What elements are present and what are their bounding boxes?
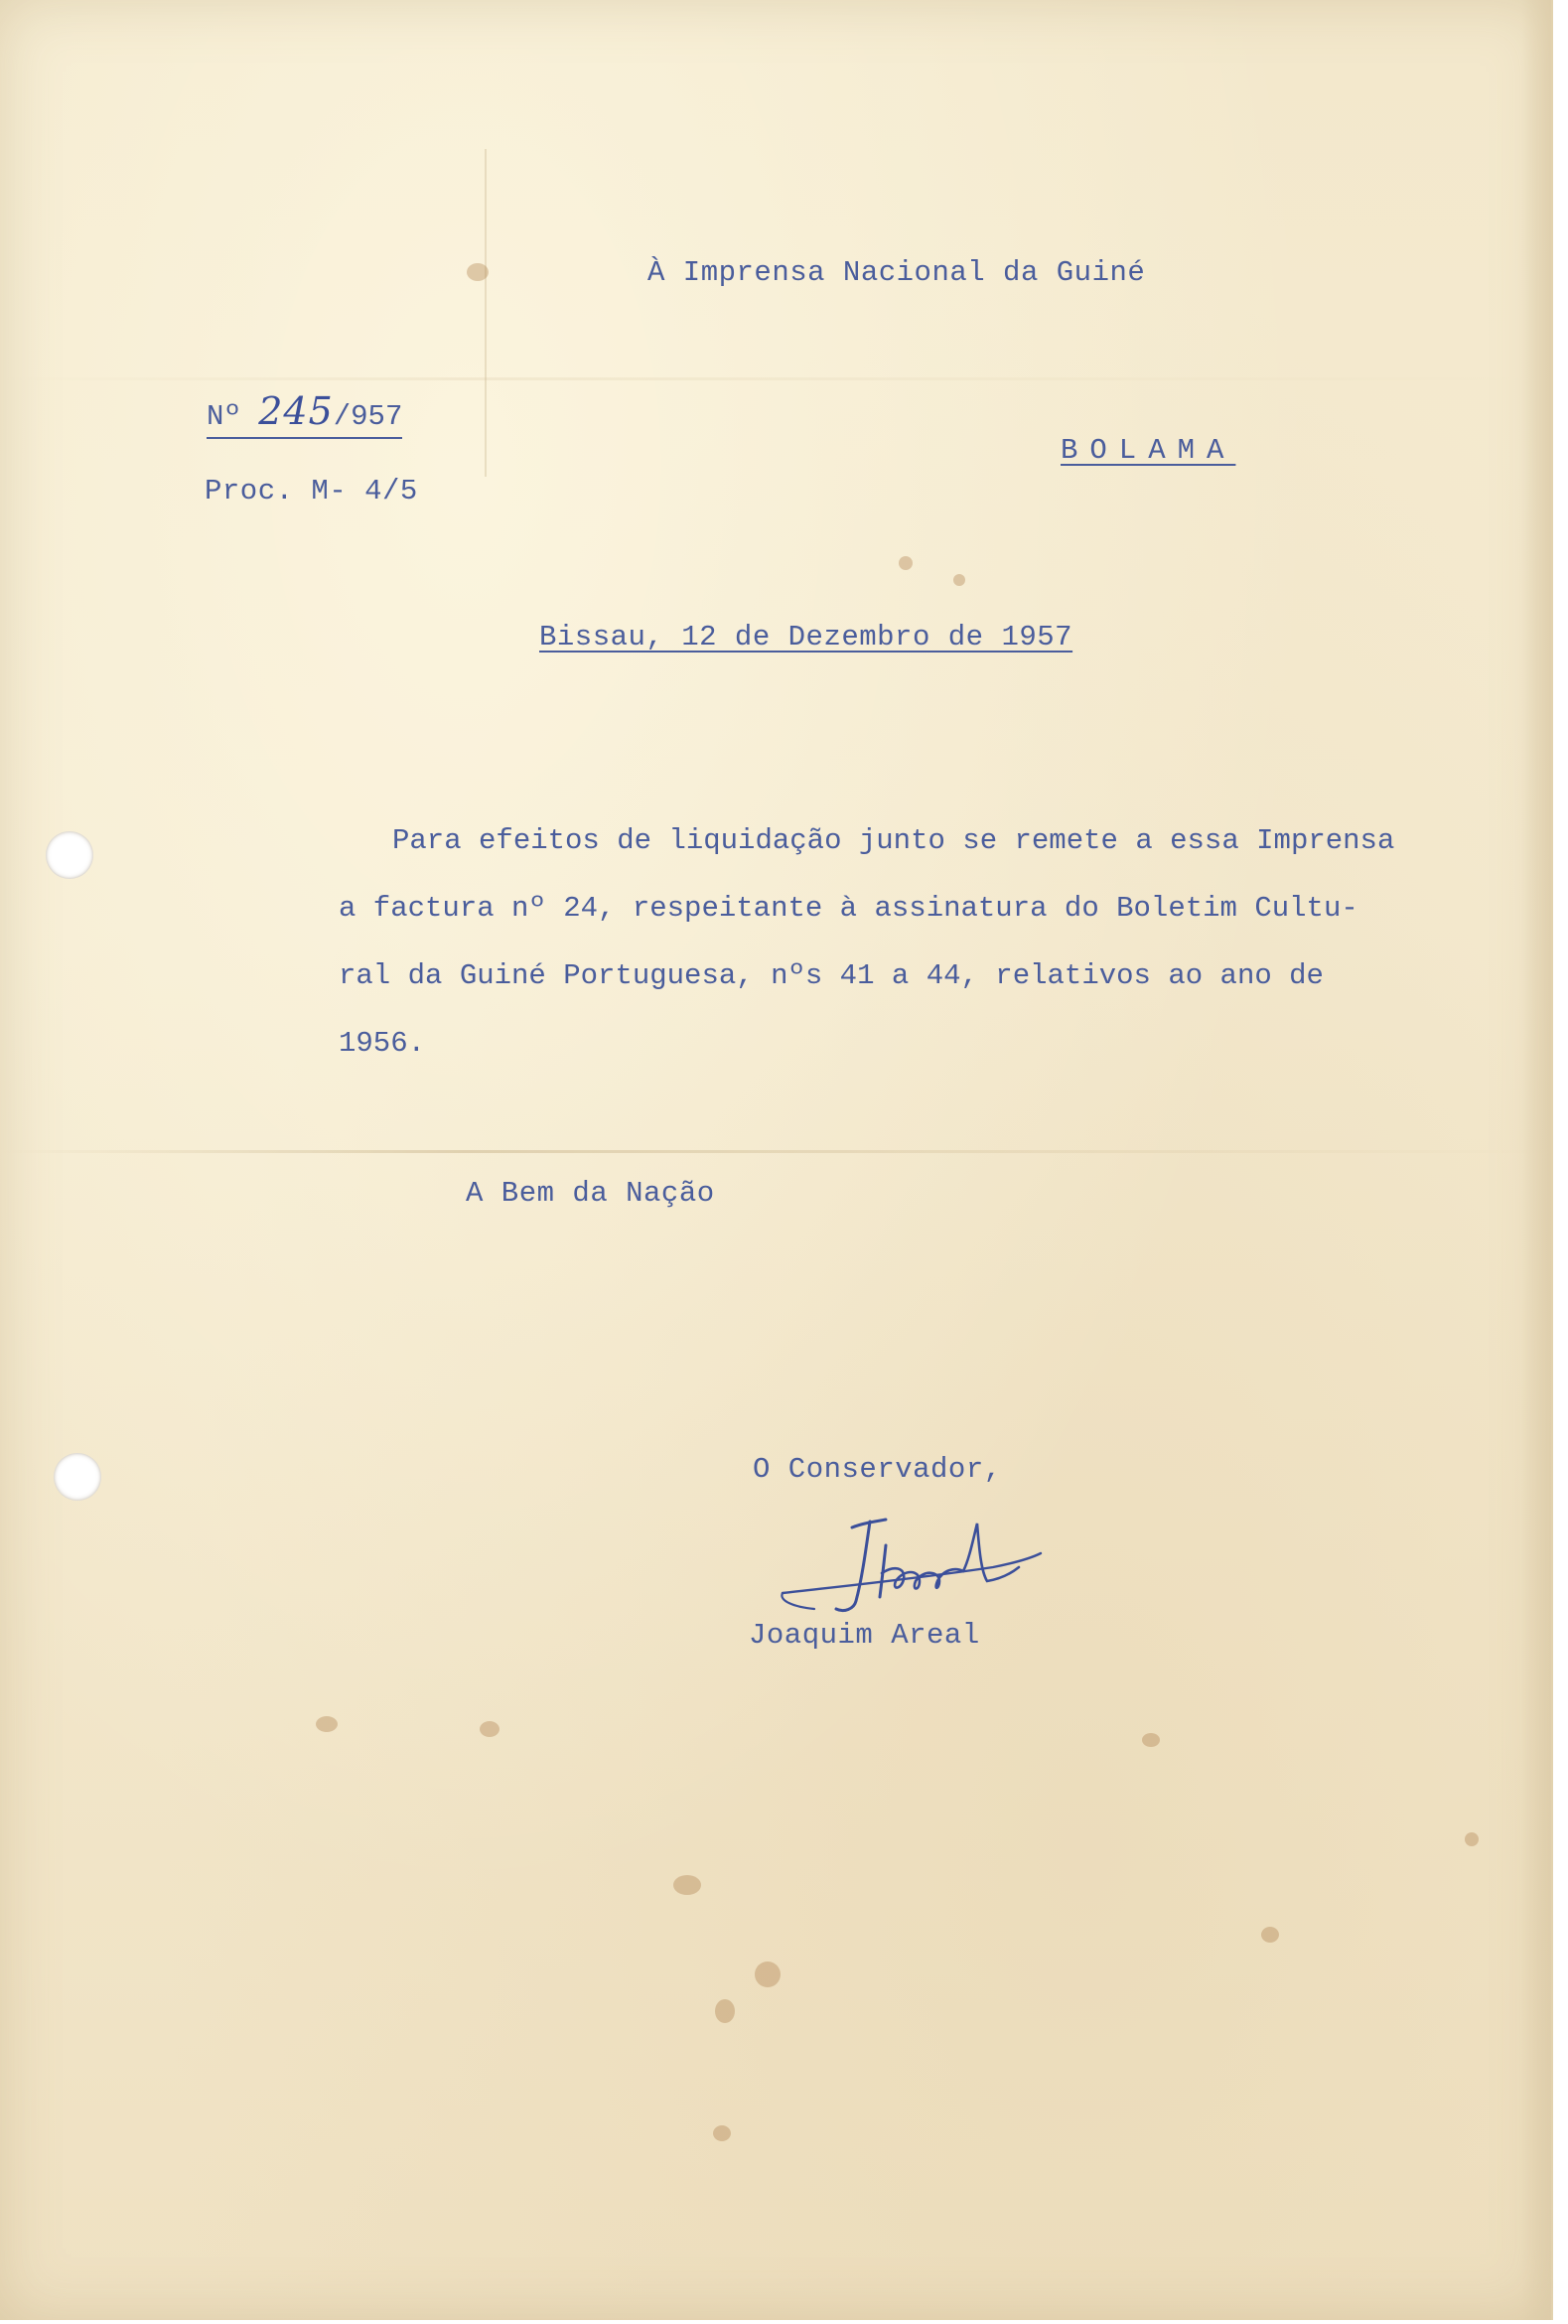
- body-line: ral da Guiné Portuguesa, nºs 41 a 44, relativos ao ano de: [339, 959, 1324, 992]
- reference-number-handwritten: 245: [258, 389, 334, 433]
- foxing-stain: [316, 1716, 338, 1732]
- reference-number-prefix: Nº: [207, 400, 241, 433]
- foxing-stain: [1465, 1832, 1479, 1846]
- reference-number: [207, 389, 402, 439]
- body-line: Para efeitos de liquidação junto se remete a essa Imprensa: [392, 824, 1395, 857]
- foxing-stain: [467, 263, 489, 281]
- foxing-stain: [715, 1999, 735, 2023]
- signatory-name: Joaquim Areal: [749, 1619, 980, 1652]
- foxing-stain: [953, 574, 965, 586]
- reference-number-year: /957: [333, 400, 403, 433]
- destination: BOLAMA: [1061, 434, 1236, 467]
- paper-fold-crease-faint: [0, 377, 1551, 380]
- process-reference: Proc. M- 4/5: [205, 475, 418, 508]
- closing-salutation: A Bem da Nação: [466, 1177, 715, 1210]
- paper-fold-crease: [0, 1150, 1551, 1153]
- punch-hole-top: [46, 831, 93, 879]
- handwritten-signature-icon: [775, 1510, 1092, 1624]
- letter-body: [339, 807, 1549, 1078]
- foxing-stain: [899, 556, 913, 570]
- paper-edge-shadow: [1521, 0, 1551, 2320]
- body-line: 1956.: [339, 1027, 426, 1060]
- punch-hole-bottom: [54, 1453, 101, 1501]
- foxing-stain: [480, 1721, 499, 1737]
- foxing-stain: [713, 2125, 731, 2141]
- foxing-stain: [1142, 1733, 1160, 1747]
- addressee: À Imprensa Nacional da Guiné: [647, 256, 1146, 289]
- foxing-stain: [1261, 1927, 1279, 1943]
- body-line: a factura nº 24, respeitante à assinatura do Boletim Cultu-: [339, 892, 1358, 925]
- signatory-title: O Conservador,: [753, 1453, 1002, 1486]
- date-line: Bissau, 12 de Dezembro de 1957: [539, 621, 1073, 654]
- paper-fold-vertical: [485, 149, 487, 477]
- foxing-stain: [673, 1875, 701, 1895]
- foxing-stain: [755, 1961, 781, 1987]
